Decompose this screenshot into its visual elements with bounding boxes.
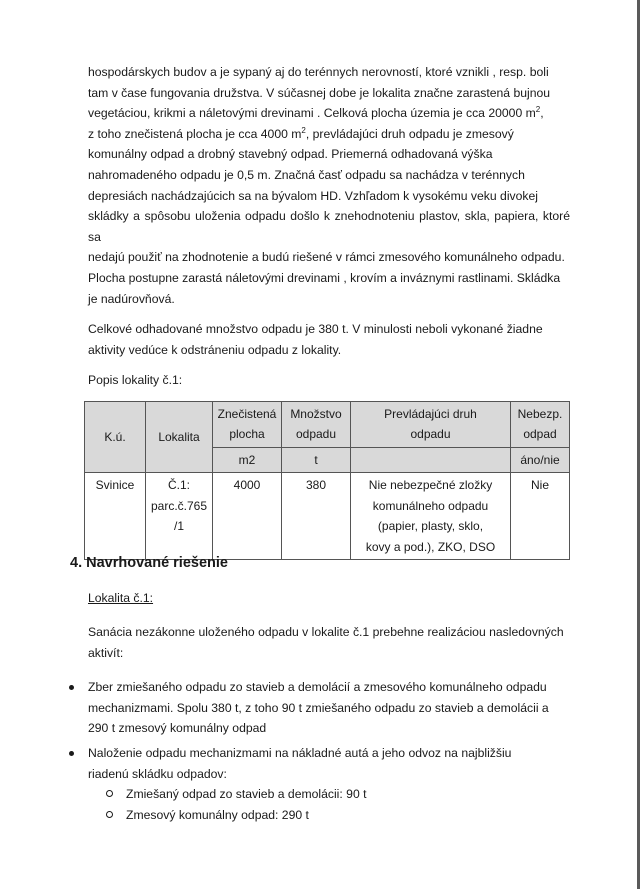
activity-list xyxy=(88,677,570,826)
header-lokalita: Lokalita xyxy=(146,401,213,473)
header-text: Znečistená xyxy=(217,406,277,421)
text-line: nedajú použiť na zhodnotenie a budú riešené v rámci zmesového komunálneho odpadu. xyxy=(88,250,565,265)
text-line: tam v čase fungovania družstva. V súčasnej dobe je lokalita značne zarastená bujnou xyxy=(88,85,551,100)
text-line: mechanizmami. Spolu 380 t, z toho 90 t zmiešaného odpadu zo stavieb a demolácii a xyxy=(88,700,549,715)
cell-text: komunálneho odpadu xyxy=(372,498,489,513)
cell-text: Č.1: xyxy=(167,478,190,493)
text-line: Naloženie odpadu mechanizmami na nákladné autá a jeho odvoz na najbližšiu xyxy=(88,745,512,760)
unit-nebezp: áno/nie xyxy=(511,447,570,473)
text-line: 290 t zmesový komunálny odpad xyxy=(88,721,267,736)
header-text: odpad xyxy=(523,427,557,442)
subsection-title: Lokalita č.1: xyxy=(88,591,154,605)
header-text: odpadu xyxy=(295,427,337,442)
header-druh xyxy=(351,401,511,447)
paragraph-description xyxy=(88,62,570,309)
text-line: vegetáciou, krikmi a náletovými drevinami . Celková plocha územia je cca 20000 m xyxy=(88,106,536,121)
text-line: riadenú skládku odpadov: xyxy=(88,766,227,781)
text-line: aktivít: xyxy=(88,645,124,660)
header-text: Nebezp. xyxy=(517,406,563,421)
circle-bullet-icon xyxy=(106,811,113,818)
list-item xyxy=(88,743,570,826)
cell-plocha: 4000 xyxy=(213,473,282,560)
cell-text: parc.č.765 xyxy=(150,498,208,513)
table-caption: Popis lokality č.1: xyxy=(88,373,183,388)
cell-text: /1 xyxy=(173,519,184,534)
text-line: , prevládajúci druh odpadu je zmesový xyxy=(305,126,514,141)
cell-text: (papier, plasty, sklo, xyxy=(377,519,484,534)
header-text: odpadu xyxy=(410,427,451,442)
cell-ku: Svinice xyxy=(85,473,146,560)
sub-item-text: Zmesový komunálny odpad: 290 t xyxy=(126,808,309,823)
header-nebezp xyxy=(511,401,570,447)
sub-list-item xyxy=(126,805,570,826)
text-line: Celkové odhadované množstvo odpadu je 380 t. V minulosti neboli vykonané žiadne xyxy=(88,322,543,337)
section-heading: 4. Navrhované riešenie xyxy=(70,555,228,571)
unit-mnozstvo: t xyxy=(282,447,351,473)
cell-mnozstvo: 380 xyxy=(282,473,351,560)
text-line: komunálny odpad a drobný stavebný odpad. Priemerná odhadovaná výška xyxy=(88,147,493,162)
text-line: Zber zmiešaného odpadu zo stavieb a demolácií a zmesového komunálneho odpadu xyxy=(88,680,547,695)
text-line: depresiách nachádzajúcich sa na bývalom HD. Vzhľadom k vysokému veku divokej xyxy=(88,188,538,203)
section-intro xyxy=(88,622,570,663)
header-mnozstvo xyxy=(282,401,351,447)
text-line: aktivity vedúce k odstráneniu odpadu z lokality. xyxy=(88,342,342,357)
list-item xyxy=(88,677,570,739)
cell-text: Nie nebezpečné zložky xyxy=(368,478,493,493)
text-line: Plocha postupne zarastá náletovými drevinami , krovím a inváznymi rastlinami. Skládka xyxy=(88,270,561,285)
paragraph-total xyxy=(88,319,570,360)
header-plocha xyxy=(213,401,282,447)
text-line: z toho znečistená plocha je cca 4000 m xyxy=(88,126,302,141)
section-body xyxy=(88,588,570,826)
superscript: 2 xyxy=(301,125,306,135)
text-line: je nadúrovňová. xyxy=(88,291,175,306)
cell-nebezp: Nie xyxy=(511,473,570,560)
sub-list xyxy=(88,784,570,826)
header-text: Množstvo xyxy=(290,406,342,421)
locality-table xyxy=(84,401,570,561)
text-line: nahromadeného odpadu je 0,5 m. Značná časť odpadu sa nachádza v terénnych xyxy=(88,167,525,182)
superscript: 2 xyxy=(535,105,541,115)
header-text: plocha xyxy=(229,427,265,442)
bullet-icon xyxy=(69,751,74,756)
header-text: Prevládajúci druh xyxy=(384,406,477,421)
cell-druh xyxy=(351,473,511,560)
sub-item-text: Zmiešaný odpad zo stavieb a demolácii: 90 t xyxy=(126,787,367,802)
sub-list-item xyxy=(126,784,570,805)
bullet-icon xyxy=(69,685,74,690)
text-line: skládky a spôsobu uloženia odpadu došlo k znehodnoteniu plastov, skla, papiera, ktoré sa xyxy=(88,209,570,244)
table-row xyxy=(85,473,570,560)
circle-bullet-icon xyxy=(106,790,113,797)
comma: , xyxy=(540,106,544,121)
text-line: hospodárskych budov a je sypaný aj do terénnych nerovností, ktoré vznikli , resp. boli xyxy=(88,65,549,79)
unit-druh xyxy=(351,447,511,473)
cell-lokalita xyxy=(146,473,213,560)
text-line: Sanácia nezákonne uloženého odpadu v lokalite č.1 prebehne realizáciou nasledovných xyxy=(88,625,564,639)
cell-text: kovy a pod.), ZKO, DSO xyxy=(365,539,496,554)
header-ku: K.ú. xyxy=(85,401,146,473)
document-body xyxy=(88,62,570,560)
unit-plocha: m2 xyxy=(213,447,282,473)
